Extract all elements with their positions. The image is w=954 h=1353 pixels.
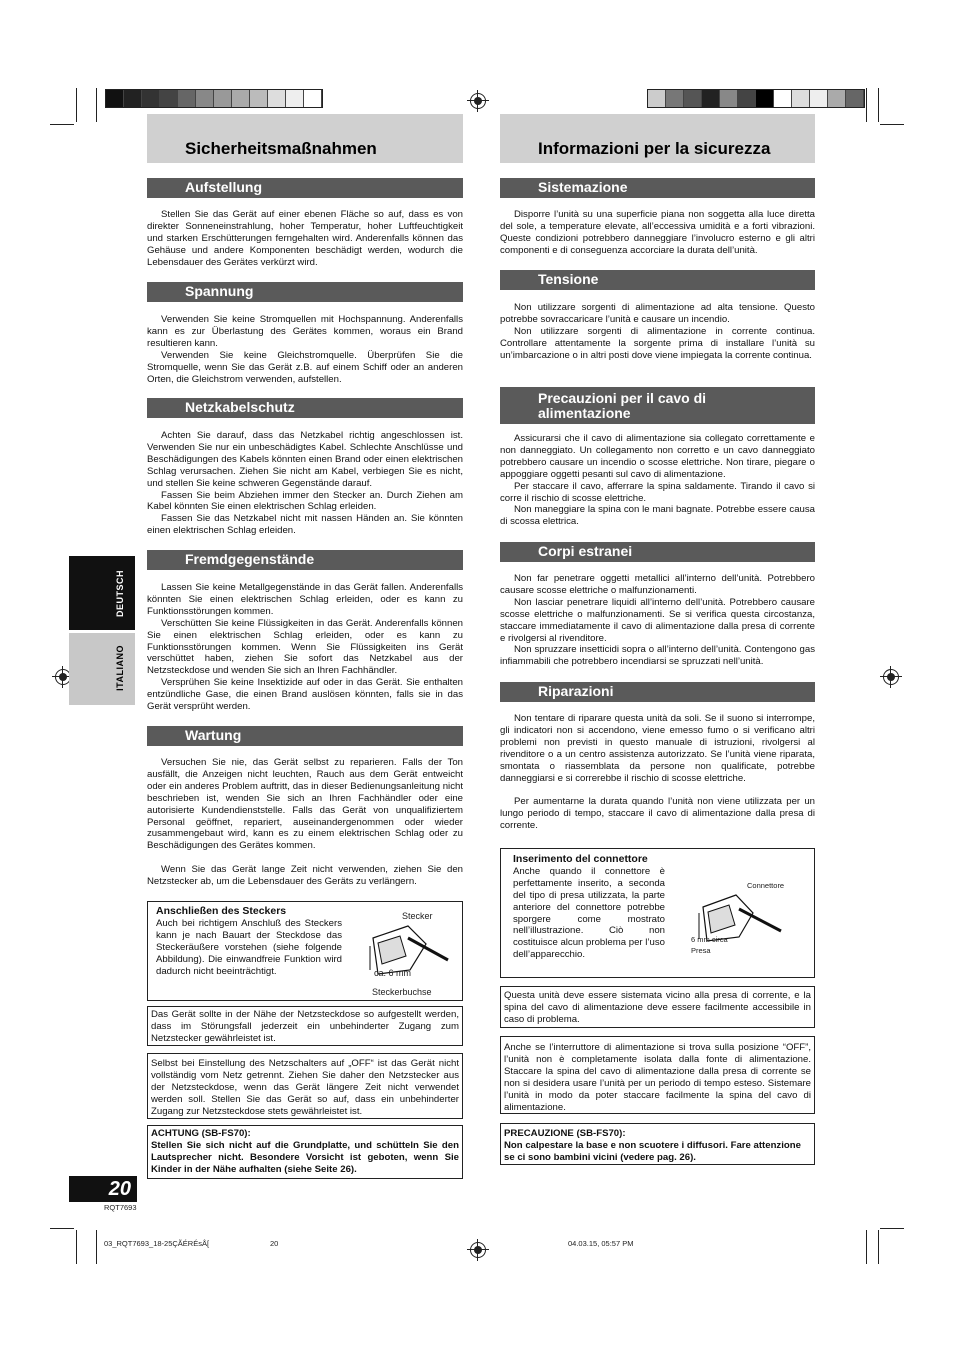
note-text: Das Gerät sollte in der Nähe der Netzsteckdose so aufgestellt werden, dass im Störungsfall jederzeit ein unbehinderter Zugang zum Netzstecker gewährleistet ist. [151, 1009, 459, 1044]
tab-label: DEUTSCH [115, 570, 125, 618]
paragraph: Non lasciar penetrare liquidi all’interno dell’unità. Potrebbero causare scosse elettriche o malfunzionamenti. Se si verifica questa circostanza, staccare immediatamente il cavo di alimentazione dalla presa di corrente e rivolgersi al rivenditore. [500, 596, 815, 644]
note-text: Selbst bei Einstellung des Netzschalters auf „OFF“ ist das Gerät nicht vollständig vom Netz getrennt. Ziehen Sie daher den Netzstecker aus der Netzsteckdose, wenn das Gerät längere Zeit nicht verwendet werden soll. Stellen Sie das Gerät so auf, dass ein unbehinderter Zugang zur Netzsteckdose stets gewährleistet ist. [151, 1058, 459, 1117]
paragraph: Stellen Sie das Gerät auf einer ebenen Fläche so auf, dass es von direkter Sonneneinstrahlung, hoher Temperatur, hoher Luftfeuchtigkeit und starken Erschütterungen ferngehalten wird. Anderenfalls können das Gehäuse und andere Komponenten beschädigt werden, wodurch die Lebensdauer des Gerätes verkürzt wird. [147, 209, 463, 268]
note-box [500, 1036, 815, 1114]
note-text: Questa unità deve essere sistemata vicino alla presa di corrente, e la spina del cavo di alimentazione deve essere facilmente accessibile in caso di problema. [504, 990, 811, 1025]
crop-mark [50, 124, 74, 125]
color-calibration-bar [105, 89, 323, 108]
crop-mark [76, 88, 77, 122]
label-socket: Presa [691, 946, 711, 955]
note-box [147, 1006, 463, 1046]
caution-text: Non calpestare la base e non scuotere i diffusori. Fare attenzione se ci sono bambini vicini (vedere pag. 26). [504, 1139, 801, 1163]
paragraph: Verschütten Sie keine Flüssigkeiten in das Gerät. Anderenfalls können Sie einen elektrischen Schlag erleiden, oder es kann zu Funktionsstörungen kommen. Wenn Sie Flüssigkeiten ins Gerät verschüttet haben, ziehen Sie sofort das Netzkabel aus der Netzsteckdose und wenden Sie sich an Ihren Fachhändler. [147, 617, 463, 677]
crop-mark [866, 1230, 867, 1264]
heading-text: Corpi estranei [538, 543, 633, 559]
page-title-box [500, 114, 815, 163]
section-heading [500, 542, 815, 562]
page-title: Informazioni per la sicurezza [538, 139, 771, 158]
paragraph: Fassen Sie das Netzkabel nicht mit nassen Händen an. Sie könnten einen elektrischen Schlag erleiden. [147, 513, 463, 537]
section-body [500, 209, 815, 257]
caution-text: Stellen Sie sich nicht auf die Grundplatte, und schütteln Sie den Lautsprecher nicht. Besondere Vorsicht ist geboten, wenn Sie Kinder in der Nähe aufhalten (siehe Seite 26). [151, 1139, 459, 1175]
plug-info-box [500, 848, 815, 978]
heading-text: Tensione [538, 271, 599, 287]
box-text: Auch bei richtigem Anschluß des Steckers kann je nach Bauart der Steckdose das Steckeräußere vorstehen (siehe folgende Abbildung). Die einwandfreie Funktion wird dadurch nicht beeinträchtigt. [156, 917, 342, 977]
crop-mark [880, 1228, 904, 1229]
paragraph: Disporre l’unità su una superficie piana non soggetta alla luce diretta del sole, a temperature elevate, all’eccessiva umidità e a forti vibrazioni. Queste condizioni potrebbero danneggiare l’involucro esterno e gli altri componenti e di conseguenza accorciare la durata dell’unità. [500, 209, 815, 256]
crop-mark [878, 88, 879, 122]
label-socket: Steckerbuchse [372, 987, 432, 997]
box-title: Inserimento del connettore [513, 853, 648, 865]
print-file-page: 20 [270, 1239, 279, 1248]
label-plug: Stecker [402, 911, 433, 921]
paragraph: Non maneggiare la spina con le mani bagnate. Potrebbe essere causa di scossa elettrica. [500, 504, 815, 528]
section-body [500, 713, 815, 832]
registration-mark-icon [883, 669, 899, 685]
paragraph: Lassen Sie keine Metallgegenstände in das Gerät fallen. Anderenfalls könnten Sie einen elektrischen Schlag erleiden, oder es kann zu Funktionsstörungen kommen. [147, 582, 463, 617]
crop-mark [50, 1228, 74, 1229]
paragraph: Achten Sie darauf, dass das Netzkabel richtig angeschlossen ist. Verwenden Sie nur ein unbeschädigtes Kabel. Schlechte Anschlüsse und Beschädigungen des Kabels könnten einen Brand oder einen elektrischen Schlag verursachen. Ziehen Sie nicht am Kabel, verbiegen Sie es nicht, und stellen Sie keine schweren Gegenstände darauf. [147, 430, 463, 489]
label-dimension: ca. 6 mm [374, 968, 412, 978]
paragraph: Non utilizzare sorgenti di alimentazione ad alta tensione. Questo potrebbe sovraccaricare l’unità e causare un incendio. [500, 302, 815, 325]
paragraph: Non utilizzare sorgenti di alimentazione in corrente continua. Controllare attentamente la sorgente prima di installare l’unità su un’imbarcazione o in altri posti dove viene impiegata la corrente continua. [500, 325, 815, 361]
color-calibration-bar [647, 89, 865, 108]
document-code: RQT7693 [104, 1203, 137, 1212]
paragraph: Per staccare il cavo, afferrare la spina saldamente. Tirando il cavo si corre il rischio di scosse elettriche. [500, 480, 815, 504]
section-body [147, 757, 463, 888]
caution-box [147, 1125, 463, 1179]
crop-mark [96, 1230, 97, 1264]
label-plug: Connettore [747, 881, 785, 890]
crop-mark [866, 88, 867, 122]
section-heading [500, 270, 815, 290]
note-box [147, 1053, 463, 1119]
heading-text: Wartung [185, 727, 242, 743]
heading-text: Spannung [185, 283, 254, 299]
box-title: Anschließen des Steckers [156, 905, 287, 917]
plug-info-box [147, 901, 463, 1001]
section-body [500, 433, 815, 528]
note-box [500, 986, 815, 1028]
box-text: Anche quando il connettore è perfettamente inserito, a seconda del tipo di presa utilizzata, la parte anteriore del connettore potrebbe sporgere come mostrato nell’illustrazione. Ciò non costituisce alcun problema per l’uso dell’apparecchio. [513, 865, 665, 961]
section-body [500, 302, 815, 362]
crop-mark [76, 1230, 77, 1264]
section-heading [147, 550, 463, 570]
registration-mark-icon [470, 1242, 486, 1258]
registration-mark-icon [470, 93, 486, 109]
language-tab-deutsch [69, 556, 135, 630]
paragraph: Fassen Sie beim Abziehen immer den Stecker an. Durch Ziehen am Kabel könnten Sie einen elektrischen Schlag erleiden. [147, 489, 463, 513]
paragraph: Assicurarsi che il cavo di alimentazione sia collegato correttamente e non danneggiato. Un collegamento non corretto e un cavo danneggiato potrebbero causare un incendio o scosse elettriche. Non tirare, piegare o appoggiare oggetti pesanti sul cavo di alimentazione. [500, 433, 815, 480]
section-heading [147, 282, 463, 302]
paragraph: Wenn Sie das Gerät lange Zeit nicht verwenden, ziehen Sie den Netzstecker ab, um die Lebensdauer des Geräts zu verlängern. [147, 864, 463, 888]
paragraph: Versuchen Sie nie, das Gerät selbst zu reparieren. Falls der Ton ausfällt, die Anzeigen nicht leuchten, Rauch aus dem Gerät entweicht oder ein anderes Problem auftritt, das in dieser Bedienungsanleitung nicht beschrieben ist, wenden Sie sich an Ihren Fachhändler oder eine autorisierte Kundendienststelle. Falls das Gerät von unqualifiziertem Personal geöffnet, repariert, auseinandergenommen oder wieder zusammengebaut wird, kann es zu einem elektrischen Schlag oder zu Beschädigungen des Gerätes kommen. [147, 757, 463, 852]
paragraph: Verwenden Sie keine Stromquellen mit Hochspannung. Anderenfalls kann es zur Überlastung des Gerätes kommen, woraus ein Brand resultieren kann. [147, 314, 463, 349]
section-body [500, 573, 815, 668]
paragraph-spacer [147, 852, 463, 864]
section-heading [500, 178, 815, 198]
section-body [147, 209, 463, 269]
heading-text: Aufstellung [185, 179, 262, 195]
paragraph: Versprühen Sie keine Insektizide auf oder in das Gerät. Sie enthalten entzündliche Gase, die einen Brand auslösen könnten, falls sie in das Gerät versprüht werden. [147, 677, 463, 713]
page-title-box [147, 114, 463, 163]
tab-label: ITALIANO [115, 645, 125, 691]
heading-text: Sistemazione [538, 179, 628, 195]
caution-box [500, 1123, 815, 1165]
section-heading [500, 682, 815, 702]
section-body [147, 314, 463, 385]
heading-text: Netzkabelschutz [185, 399, 295, 415]
print-timestamp: 04.03.15, 05:57 PM [568, 1239, 634, 1248]
caution-title: ACHTUNG (SB-FS70): [151, 1128, 251, 1139]
section-heading [147, 398, 463, 418]
paragraph: Non tentare di riparare questa unità da soli. Se il suono si interrompe, gli indicatori non si accendono, viene emesso fumo o si verificano altri problemi non previsti in questo manuale di istruzioni, rivolgersi al rivenditore o a un centro assistenza autorizzato. Se l’unità viene riparata, smontata o riassemblata da persone non qualificate, potrebbe danneggiarsi e si correrebbe il rischio di scosse elettriche. [500, 713, 815, 784]
paragraph: Verwenden Sie keine Gleichstromquelle. Überprüfen Sie die Stromquelle, wenn Sie das Gerät z.B. auf einem Schiff oder an anderen Orten, die Gleichstrom verwenden, aufstellen. [147, 349, 463, 385]
heading-text: Riparazioni [538, 683, 614, 699]
print-file-name: 03_RQT7693_18-25ÇÃÉRÉsÅ[ [104, 1239, 210, 1248]
section-body [147, 430, 463, 537]
page-title: Sicherheitsmaßnahmen [185, 139, 377, 158]
crop-mark [880, 124, 904, 125]
language-tab-italiano [69, 633, 135, 705]
paragraph: Non far penetrare oggetti metallici all’interno dell’unità. Potrebbero causare scosse elettriche o malfunzionamenti. [500, 573, 815, 596]
section-heading [147, 178, 463, 198]
caution-title: PRECAUZIONE (SB-FS70): [504, 1128, 626, 1139]
heading-text: Fremdgegenstände [185, 551, 315, 567]
page-number: 20 [69, 1176, 137, 1202]
paragraph-spacer [500, 784, 815, 796]
paragraph: Per aumentarne la durata quando l’unità non viene utilizzata per un lungo periodo di tempo, staccare il cavo di alimentazione dalla presa di corrente. [500, 796, 815, 832]
heading-text: Precauzioni per il cavo di alimentazione [538, 390, 707, 421]
section-heading [500, 387, 815, 424]
section-body [147, 582, 463, 713]
section-heading [147, 726, 463, 746]
label-dimension: 6 mm circa [691, 935, 728, 944]
note-text: Anche se l’interruttore di alimentazione si trova sulla posizione “OFF”, l’unità non è completamente isolata dalla fonte di alimentazione. Staccare la spina del cavo di alimentazione dalla presa di corrente se non si desidera usare l’unità per un periodo di tempo esteso. Sistemare l’unità in modo da poter staccare facilmente la spina del cavo di alimentazione. [504, 1042, 811, 1113]
paragraph: Non spruzzare insetticidi sopra o all’interno dell’unità. Contengono gas infiammabili che potrebbero incendiarsi se spruzzati nell’unità. [500, 644, 815, 668]
crop-mark [96, 88, 97, 122]
crop-mark [878, 1230, 879, 1264]
